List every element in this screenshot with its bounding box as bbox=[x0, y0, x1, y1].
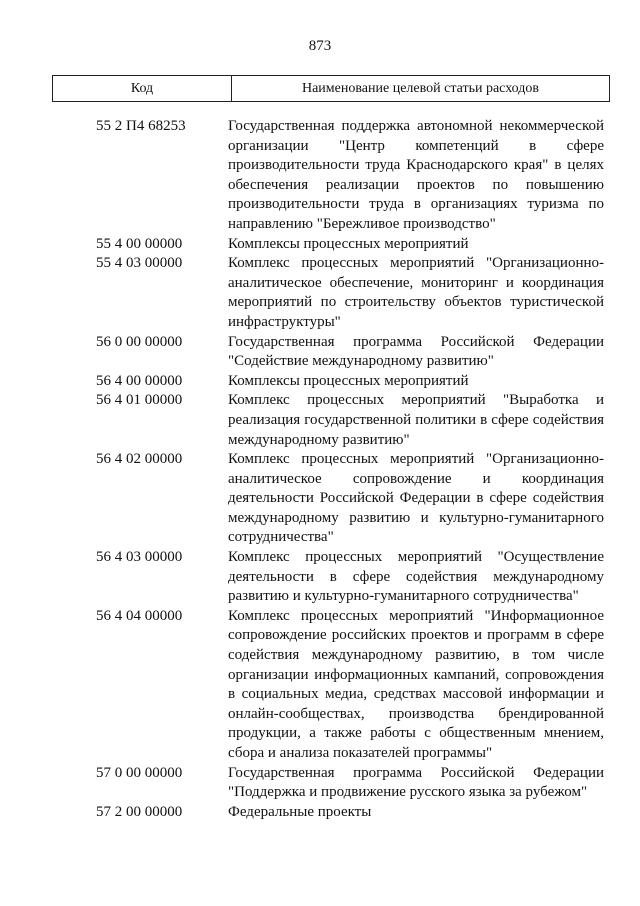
row-name: Комплекс процессных мероприятий "Информационное сопровождение российских проектов и программ в сфере содействия международному развитию, в том числе организации информационных кампаний, сопровождения в социальных медиа, средствах массовой информации и онлайн-сообществах, производства брендированной продукции, а также работы с общественным мнением, сбора и анализа показателей программы" bbox=[228, 607, 604, 761]
table-row bbox=[0, 764, 640, 803]
row-code: 55 4 00 00000 bbox=[96, 235, 183, 252]
table-row bbox=[0, 391, 640, 450]
row-code: 56 4 03 00000 bbox=[96, 549, 183, 566]
table-row bbox=[0, 254, 640, 332]
row-code: 57 0 00 00000 bbox=[96, 764, 183, 781]
row-code: 56 4 01 00000 bbox=[96, 392, 183, 409]
row-code: 56 4 02 00000 bbox=[96, 451, 183, 468]
row-name: Комплексы процессных мероприятий bbox=[228, 235, 469, 252]
table-row bbox=[0, 803, 640, 823]
table-row bbox=[0, 450, 640, 548]
header-code-label: Код bbox=[53, 76, 232, 101]
table-row bbox=[0, 607, 640, 764]
row-code: 56 4 00 00000 bbox=[96, 372, 183, 389]
table-row bbox=[0, 235, 640, 255]
row-code: 57 2 00 00000 bbox=[96, 803, 183, 820]
row-name: Комплекс процессных мероприятий "Осуществление деятельности в сфере содействия международному развитию и культурно-гуманитарного сотрудничества" bbox=[228, 549, 604, 605]
row-name: Комплексы процессных мероприятий bbox=[228, 372, 469, 389]
row-name: Комплекс процессных мероприятий "Организационно-аналитическое обеспечение, мониторинг и координация мероприятий по строительству объектов туристической инфраструктуры" bbox=[228, 255, 604, 330]
table-row bbox=[0, 117, 640, 235]
table-body bbox=[0, 117, 640, 822]
row-name: Государственная программа Российской Федерации "Содействие международному развитию" bbox=[228, 333, 604, 370]
row-name: Государственная программа Российской Федерации "Поддержка и продвижение русского языка за рубежом" bbox=[228, 764, 604, 801]
row-code: 55 2 П4 68253 bbox=[96, 118, 186, 134]
row-name: Комплекс процессных мероприятий "Выработка и реализация государственной политики в сфере содействия международному развитию" bbox=[228, 392, 604, 448]
row-name: Государственная поддержка автономной некоммерческой организации "Центр компетенций в сфере производительности труда Краснодарского края" в целях обеспечения реализации проектов по повышению производительности труда в организациях туризма по направлению "Бережливое производство" bbox=[228, 118, 604, 232]
table-header bbox=[52, 75, 610, 102]
row-code: 55 4 03 00000 bbox=[96, 255, 183, 272]
page-number: 873 bbox=[308, 38, 332, 54]
row-code: 56 4 04 00000 bbox=[96, 607, 183, 624]
table-row bbox=[0, 333, 640, 372]
table-row bbox=[0, 372, 640, 392]
row-name: Комплекс процессных мероприятий "Организационно-аналитическое сопровождение и координация деятельности Российской Федерации в сфере содействия международному развитию и культурно-гуманитарного сотрудничества" bbox=[228, 451, 604, 546]
row-name: Федеральные проекты bbox=[228, 803, 372, 820]
row-code: 56 0 00 00000 bbox=[96, 333, 183, 350]
table-row bbox=[0, 548, 640, 607]
header-name-label: Наименование целевой статьи расходов bbox=[301, 81, 540, 96]
